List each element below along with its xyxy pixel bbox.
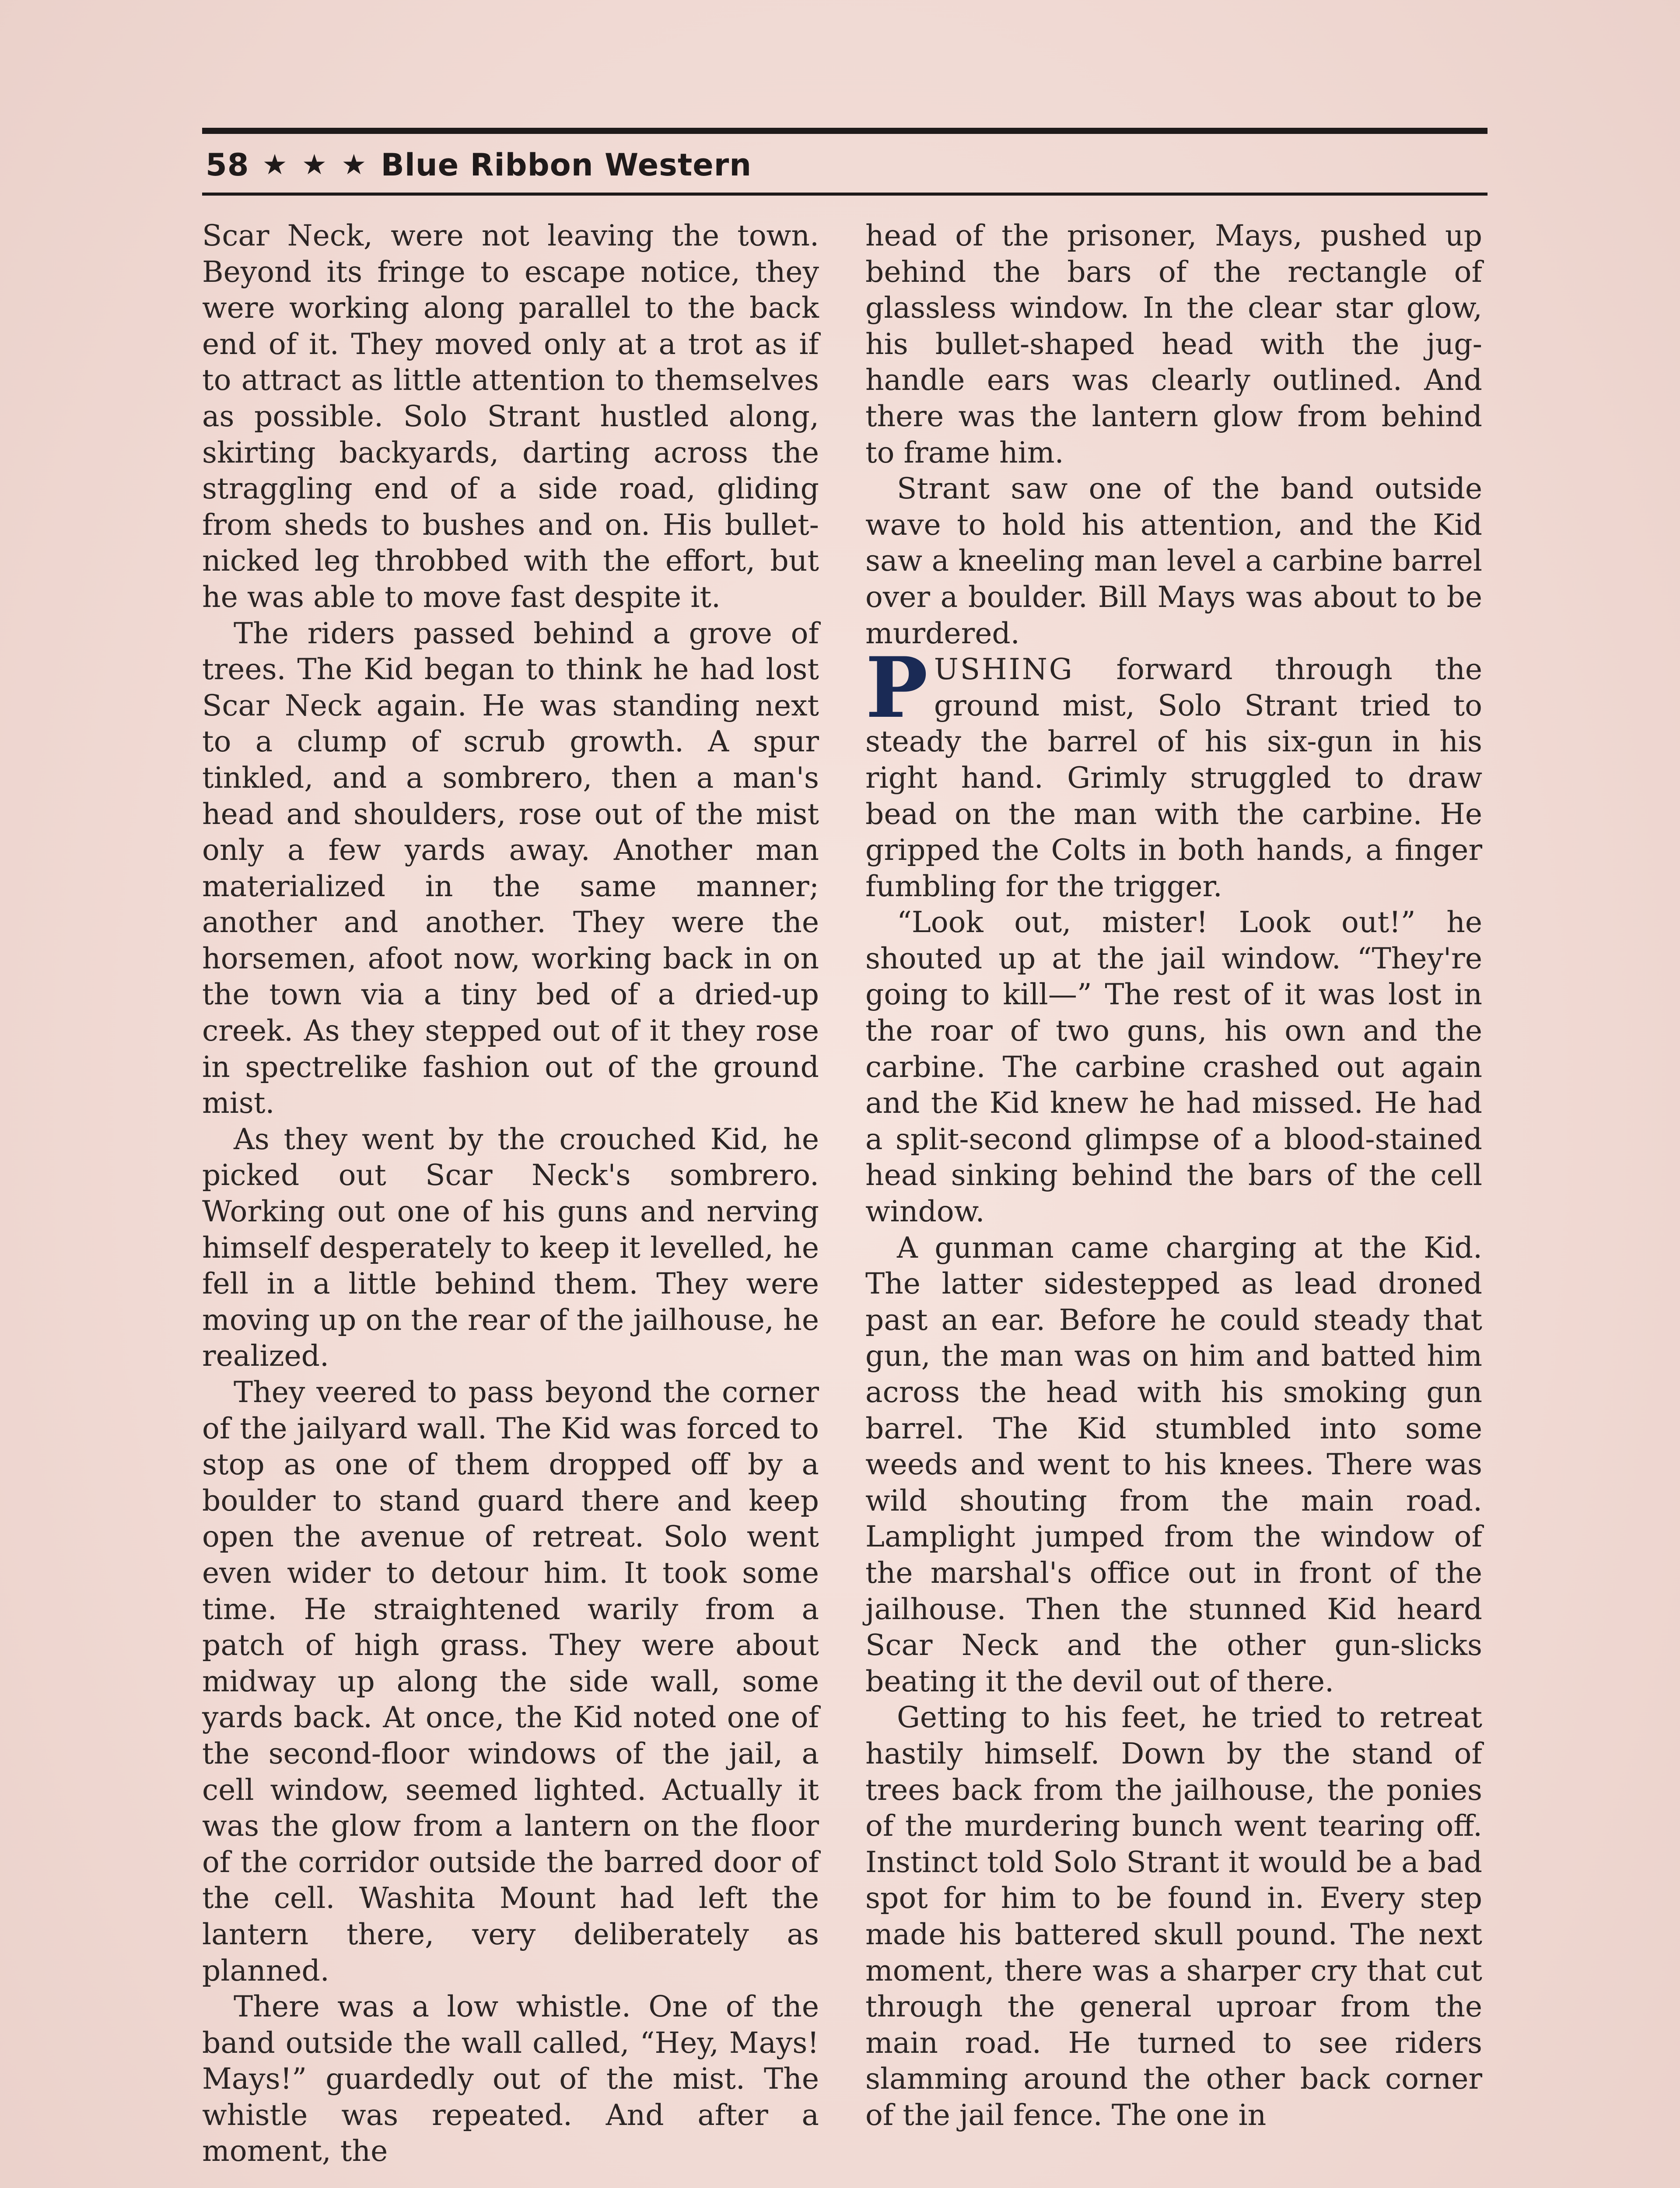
section-opening-paragraph xyxy=(865,639,1482,905)
header-bottom-rule xyxy=(202,193,1488,196)
paragraph: A gunman came charging at the Kid. The latter sidestepped as lead droned past an ear. Before he could steady that gun, the man was on him and batted him across the head with his smoking gun barrel. The Kid stumbled into some weeds and went to his knees. There was wild shouting from the main road. Lamplight jumped from the window of the marshal's office out in front of the jailhouse. Then the stunned Kid heard Scar Neck and the other gun-slicks beating it the devil out of there. xyxy=(865,1231,1482,1698)
running-header xyxy=(206,141,752,189)
paragraph: “Look out, mister! Look out!” he shouted up at the jail window. “They're going to kill—” The rest of it was lost in the roar of two guns, his own and the carbine. The carbine crashed out again and the Kid knew he had missed. He had a split-second glimpse of a blood-stained head sinking behind the bars of the cell window. xyxy=(865,905,1482,1229)
paragraph: There was a low whistle. One of the band outside the wall called, “Hey, Mays! Mays!” guardedly out of the mist. The whistle was repeated. And after a moment, the xyxy=(202,1990,819,2168)
left-column xyxy=(202,218,819,2170)
paragraph: Getting to his feet, he tried to retreat hastily himself. Down by the stand of trees back from the jailhouse, the ponies of the murdering bunch went tearing off. Instinct told Solo Strant it would be a bad spot for him to be found in. Every step made his battered skull pound. The next moment, there was a sharper cry that cut through the general uproar from the main road. He turned to see riders slamming around the other back corner of the jail fence. The one in xyxy=(865,1701,1482,2132)
magazine-title: Blue Ribbon Western xyxy=(381,147,752,183)
small-caps-lead: USHING xyxy=(934,652,1074,687)
paragraph: Scar Neck, were not leaving the town. Beyond its fringe to escape notice, they were working along parallel to the back end of it. They moved only at a trot as if to attract as little attention to themselves as possible. Solo Strant hustled along, skirting backyards, darting across the straggling end of a side road, gliding from sheds to bushes and on. His bullet-nicked leg throbbed with the effort, but he was able to move fast despite it. xyxy=(202,219,819,614)
paragraph: head of the prisoner, Mays, pushed up behind the bars of the rectangle of glassless window. In the clear star glow, his bullet-shaped head with the jug-handle ears was clearly outlined. And there was the lantern glow from behind to frame him. xyxy=(865,219,1482,470)
paragraph: The riders passed behind a grove of trees. The Kid began to think he had lost Scar Neck again. He was standing next to a clump of scrub growth. A spur tinkled, and a sombrero, then a man's head and shoulders, rose out of the mist only a few yards away. Another man materialized in the same manner; another and another. They were the horsemen, afoot now, working back in on the town via a tiny bed of a dried-up creek. As they stepped out of it they rose in spectrelike fashion out of the ground mist. xyxy=(202,616,819,1120)
paragraph: Strant saw one of the band outside wave to hold his attention, and the Kid saw a kneeling man level a carbine barrel over a boulder. Bill Mays was about to be murdered. xyxy=(865,472,1482,650)
paragraph: They veered to pass beyond the corner of the jailyard wall. The Kid was forced to stop as one of them dropped off by a boulder to stand guard there and keep open the avenue of retreat. Solo went even wider to detour him. It took some time. He straightened warily from a patch of high grass. They were about midway up along the side wall, some yards back. At once, the Kid noted one of the second-floor windows of the jail, a cell window, seemed lighted. Actually it was the glow from a lantern on the floor of the corridor outside the barred door of the cell. Washita Mount had left the lantern there, very deliberately as planned. xyxy=(202,1375,819,1988)
drop-cap: P xyxy=(865,639,928,737)
paragraph: As they went by the crouched Kid, he picked out Scar Neck's sombrero. Working out one of his guns and nerving himself desperately to keep it levelled, he fell in a little behind them. They were moving up on the rear of the jailhouse, he realized. xyxy=(202,1122,819,1373)
right-column xyxy=(865,218,1482,2133)
page-number: 58 xyxy=(206,147,249,183)
star-icon: ★ xyxy=(341,149,367,181)
star-icon: ★ xyxy=(262,149,288,181)
header-top-rule xyxy=(202,128,1488,134)
paragraph-text: forward through the ground mist, Solo Strant tried to steady the barrel of his six-gun in his right hand. Grimly struggled to draw bead on the man with the carbine. He gripped the Colts in both hands, a finger fumbling for the trigger. xyxy=(865,652,1482,903)
star-icon: ★ xyxy=(301,149,328,181)
